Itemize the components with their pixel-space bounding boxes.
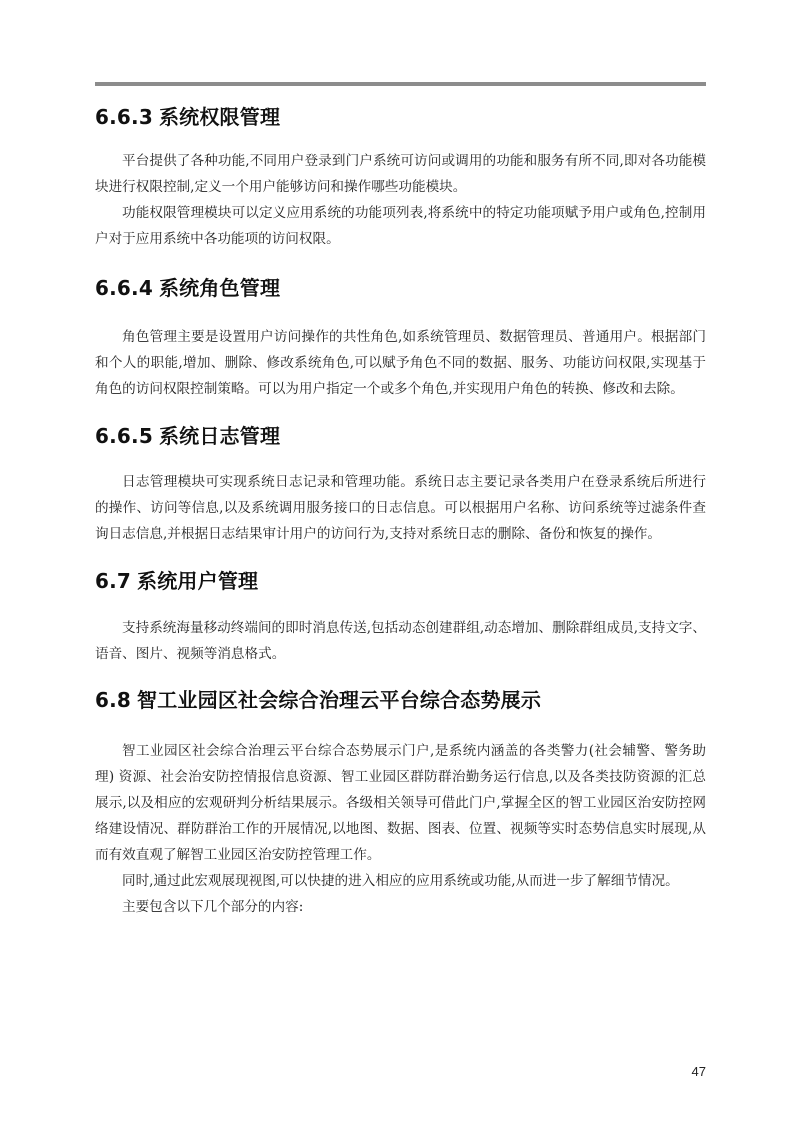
section-number: 6.7 [95, 569, 132, 593]
section-title: 系统日志管理 [158, 424, 281, 448]
paragraph: 支持系统海量移动终端间的即时消息传送,包括动态创建群组,动态增加、删除群组成员,支持文字、语音、图片、视频等消息格式。 [95, 620, 706, 662]
section-6-7 [95, 567, 706, 667]
section-6-8 [95, 686, 706, 920]
section-number: 6.6.4 [95, 276, 153, 300]
section-heading [95, 103, 706, 131]
page-number: 47 [691, 1064, 706, 1079]
paragraph: 角色管理主要是设置用户访问操作的共性角色,如系统管理员、数据管理员、普通用户。根据部门和个人的职能,增加、删除、修改系统角色,可以赋予角色不同的数据、服务、功能访问权限,实现基于角色的访问权限控制策略。可以为用户指定一个或多个角色,并实现用户角色的转换、修改和去除。 [95, 329, 706, 397]
paragraph: 平台提供了各种功能,不同用户登录到门户系统可访问或调用的功能和服务有所不同,即对各功能模块进行权限控制,定义一个用户能够访问和操作哪些功能模块。 [95, 153, 706, 195]
section-number: 6.6.3 [95, 105, 153, 129]
section-title: 智工业园区社会综合治理云平台综合态势展示 [137, 688, 542, 712]
paragraph: 智工业园区社会综合治理云平台综合态势展示门户,是系统内涵盖的各类警力(社会辅警、警务助理) 资源、社会治安防控情报信息资源、智工业园区群防群治勤务运行信息,以及各类技防资源的汇总展示,以及相应的宏观研判分析结果展示。各级相关领导可借此门户,掌握全区的智工业园区治安防控网络建设情况、群防群治工作的开展情况,以地图、数据、图表、位置、视频等实时态势信息实时展现,从而有效直观了解智工业园区治安防控管理工作。 [95, 743, 706, 863]
paragraph: 功能权限管理模块可以定义应用系统的功能项列表,将系统中的特定功能项赋予用户或角色,控制用户对于应用系统中各功能项的访问权限。 [95, 205, 706, 247]
section-6-6-4 [95, 274, 706, 402]
section-heading [95, 686, 706, 714]
section-6-6-5 [95, 422, 706, 547]
section-heading [95, 567, 706, 595]
section-heading [95, 422, 706, 450]
section-title: 系统角色管理 [158, 276, 281, 300]
section-title: 系统权限管理 [158, 105, 281, 129]
paragraph: 日志管理模块可实现系统日志记录和管理功能。系统日志主要记录各类用户在登录系统后所进行的操作、访问等信息,以及系统调用服务接口的日志信息。可以根据用户名称、访问系统等过滤条件查询日志信息,并根据日志结果审计用户的访问行为,支持对系统日志的删除、备份和恢复的操作。 [95, 474, 706, 542]
paragraph: 主要包含以下几个部分的内容: [122, 899, 304, 915]
document-body [95, 86, 706, 920]
section-title: 系统用户管理 [137, 569, 259, 593]
section-number: 6.8 [95, 688, 132, 712]
paragraph: 同时,通过此宏观展现视图,可以快捷的进入相应的应用系统或功能,从而进一步了解细节情况。 [122, 873, 679, 889]
section-number: 6.6.5 [95, 424, 153, 448]
section-6-6-3 [95, 86, 706, 252]
section-heading [95, 274, 706, 302]
